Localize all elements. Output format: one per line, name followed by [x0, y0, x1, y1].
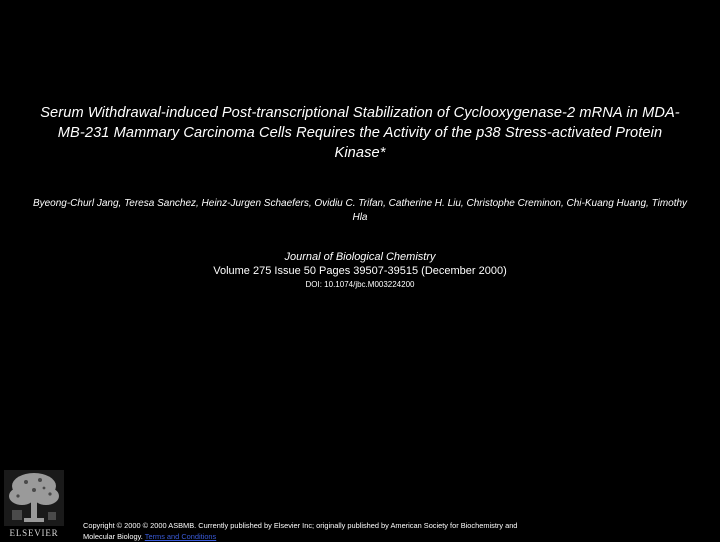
journal-name: Journal of Biological Chemistry	[284, 251, 436, 263]
copyright-text: Copyright © 2000 © 2000 ASBMB. Currently published by Elsevier Inc; originally published by American Society for Biochemistry and Molecular Biology.	[83, 521, 518, 541]
author-list: Byeong-Churl Jang, Teresa Sanchez, Heinz-Jurgen Schaefers, Ovidiu C. Trifan, Catherine H. Liu, Christophe Creminon, Chi-Kuang Huang, Timothy Hla	[32, 198, 688, 223]
journal-info	[80, 250, 640, 291]
elsevier-logo-text: ELSEVIER	[9, 528, 59, 538]
copyright-notice	[83, 520, 523, 542]
terms-and-conditions-link[interactable]: Terms and Conditions	[144, 532, 217, 541]
article-title: Serum Withdrawal-induced Post-transcriptional Stabilization of Cyclooxygenase-2 mRNA in MDA-MB-231 Mammary Carcinoma Cells Requires the Activity of the p38 Stress-activated Protein Kinase*	[40, 105, 680, 161]
journal-volume: Volume 275 Issue 50 Pages 39507-39515 (December 2000)	[213, 265, 507, 277]
journal-doi: DOI: 10.1074/jbc.M003224200	[305, 280, 415, 289]
